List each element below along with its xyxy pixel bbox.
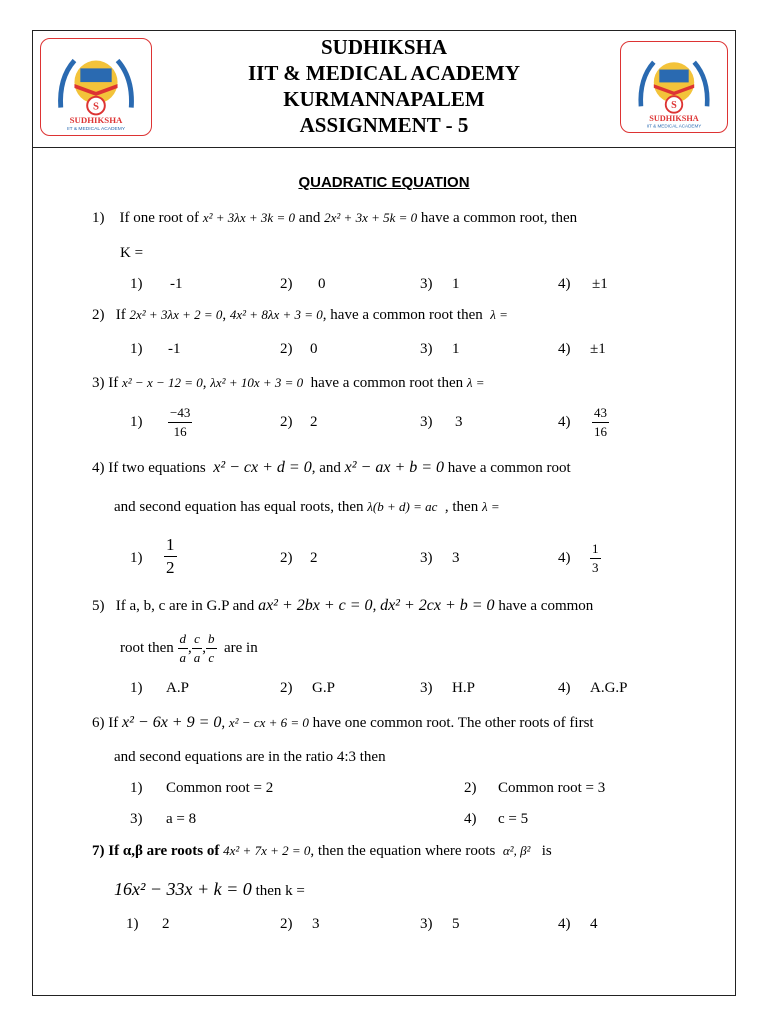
option-text: 1) [130, 414, 143, 430]
option-text [590, 540, 601, 577]
question-text: , then the equation where roots [310, 843, 496, 859]
question-text: is [541, 843, 552, 859]
fraction-d-a [178, 630, 189, 667]
option-text: 4) [558, 276, 571, 292]
question-text: have a common root [447, 460, 571, 476]
question-text: If α,β are roots of [108, 843, 220, 859]
option-text: ±1 [590, 341, 606, 357]
option-text: 4) [558, 550, 571, 566]
question-text: 2x² + 3x + 5k = 0 [324, 210, 418, 225]
question-text: a [193, 650, 201, 665]
question-text: , [372, 598, 377, 614]
question-text: have a common root, then [420, 210, 578, 226]
option-text: 3) [420, 550, 433, 566]
question-text: have a common [498, 598, 594, 614]
option-text: 3) [420, 414, 433, 430]
question-text: 1 [164, 534, 177, 557]
question-text: , then [444, 499, 479, 515]
option-text: 4) [558, 341, 571, 357]
question-text: 16 [594, 424, 607, 439]
question-text: x² − ax + b = 0 [344, 459, 445, 476]
question-text: 1 [590, 540, 601, 559]
question-text: then k = [255, 883, 305, 899]
question-text: d [178, 630, 189, 649]
option-text: 2) [280, 550, 293, 566]
option-text: 2 [310, 414, 318, 430]
question-text: have a common root then [310, 375, 464, 391]
option-fraction [590, 540, 601, 577]
question-text: x² − x − 12 = 0 [122, 375, 203, 390]
question-text: c [208, 650, 215, 665]
option-text: 4 [590, 916, 598, 932]
option-text: 3) [420, 916, 433, 932]
question-text: are in [224, 639, 258, 656]
header-line-4: ASSIGNMENT - 5 [299, 113, 469, 137]
option-text: 3) [420, 680, 433, 696]
option-text: 2) [280, 341, 293, 357]
header [32, 30, 736, 148]
question-text: 7) [92, 843, 105, 859]
option-text: 1 [452, 276, 460, 292]
question-text: x² − cx + 6 = 0 [228, 715, 309, 730]
question-text: If [115, 307, 126, 323]
question-text: 2x² + 3λx + 2 = 0 [129, 307, 223, 322]
option-text: -1 [168, 341, 181, 357]
option-text: 3) [130, 811, 143, 827]
question-text: have one common root. The other roots of first [312, 715, 594, 731]
option-text: 2) [280, 414, 293, 430]
option-text: 0 [318, 276, 326, 292]
question-5-line-1 [92, 597, 593, 615]
question-text: −43 [168, 404, 192, 423]
question-text: 3 [592, 560, 599, 575]
option-text: Common root = 2 [166, 780, 274, 796]
option-text: H.P [452, 680, 475, 696]
fraction-c-a [192, 630, 203, 667]
option-text [168, 404, 192, 441]
option-text: a = 8 [166, 811, 197, 827]
question-text: x² − 6x + 9 = 0 [122, 714, 222, 731]
option-text: 5 [452, 916, 460, 932]
section-title [0, 174, 768, 191]
question-text: , [202, 375, 207, 391]
svg-text:IIT & MEDICAL ACADEMY: IIT & MEDICAL ACADEMY [646, 123, 702, 129]
option-text: A.P [166, 680, 189, 696]
question-text: If a, b, c are in G.P and [115, 598, 255, 614]
option-text: 2) [280, 916, 293, 932]
option-text [592, 404, 609, 441]
svg-text:SUDHIKSHA: SUDHIKSHA [69, 115, 123, 126]
question-3-line-1 [92, 375, 485, 392]
question-text: 3) [92, 375, 105, 391]
option-fraction [164, 534, 177, 579]
option-text: 2) [280, 680, 293, 696]
option-text: G.P [312, 680, 335, 696]
question-text: 43 [592, 404, 609, 423]
option-text: -1 [170, 276, 183, 292]
option-text: 4) [558, 414, 571, 430]
option-text: A.G.P [590, 680, 628, 696]
option-text: 3 [312, 916, 320, 932]
question-6-line-1 [92, 714, 594, 732]
question-text: 5) [92, 598, 105, 614]
question-4-line-2 [114, 499, 500, 516]
question-text: 1) [92, 210, 105, 226]
question-text: a [179, 650, 186, 665]
question-text: 2) [92, 307, 105, 323]
question-text: 4x² + 7x + 2 = 0 [223, 843, 311, 858]
question-text: λ(b + d) = ac [367, 499, 438, 514]
option-text: Common root = 3 [498, 780, 606, 796]
question-text: If [108, 375, 119, 391]
svg-text:S: S [93, 100, 99, 113]
question-2-line-1 [92, 307, 508, 324]
question-text: 16 [173, 424, 187, 439]
question-text: x² + 3λx + 3k = 0 [202, 210, 295, 225]
question-text: QUADRATIC EQUATION [298, 174, 470, 191]
option-text: 1) [130, 780, 143, 796]
academy-logo-left [40, 38, 152, 136]
question-text: , have a common root then [322, 307, 483, 323]
option-text: 1 [452, 341, 460, 357]
question-text: c [192, 630, 203, 649]
question-1-line-1 [92, 210, 577, 227]
header-title-block [162, 34, 606, 138]
question-text: If two equations [108, 460, 206, 476]
question-text: , [221, 715, 226, 731]
question-5-line-2: root then $\frac{d}{a}$ , $\frac{c}{a}$ , $\frac{b}{c}$ are in [120, 631, 258, 665]
option-text: 2) [464, 780, 477, 796]
question-text: If one root of [119, 210, 200, 226]
question-text: λ = [481, 499, 500, 514]
option-text: c = 5 [498, 811, 529, 827]
question-text: 6) [92, 715, 105, 731]
question-text: 16x² − 33x + k = 0 [114, 879, 252, 899]
option-text: 1) [130, 276, 143, 292]
option-text: 2 [310, 550, 318, 566]
option-text: 3 [455, 414, 463, 430]
option-text [164, 534, 177, 579]
option-text: 1) [130, 680, 143, 696]
option-text: 4) [464, 811, 477, 827]
header-line-3: KURMANNAPALEM [283, 87, 485, 111]
question-text: λ = [490, 307, 508, 322]
question-text: α², β² [502, 843, 531, 858]
question-text: , [222, 307, 227, 323]
option-text: 4) [558, 680, 571, 696]
question-text: and second equation has equal roots, then [114, 499, 364, 515]
question-1-line-2: K = [120, 245, 144, 261]
question-text: If [108, 715, 119, 731]
question-text: x² − cx + d = 0 [213, 459, 312, 476]
academy-logo-right [620, 41, 728, 133]
question-text: λx² + 10x + 3 = 0 [210, 375, 304, 390]
option-text: 2 [162, 916, 170, 932]
option-text: 1) [126, 916, 139, 932]
question-7-line-1 [92, 843, 552, 860]
svg-text:SUDHIKSHA: SUDHIKSHA [649, 113, 699, 123]
question-text: 2 [166, 558, 175, 577]
option-fraction [592, 404, 609, 441]
option-fraction [168, 404, 192, 441]
option-text: ±1 [592, 276, 608, 292]
question-7-line-2 [114, 879, 305, 900]
option-text: 2) [280, 276, 293, 292]
header-line-2: IIT & MEDICAL ACADEMY [247, 61, 521, 85]
option-text: 0 [310, 341, 318, 357]
svg-text:IIT & MEDICAL ACADEMY: IIT & MEDICAL ACADEMY [66, 127, 126, 133]
fraction-b-c [206, 630, 217, 667]
option-text: 1) [130, 550, 143, 566]
question-4-line-1 [92, 459, 571, 477]
option-text: 1) [130, 341, 143, 357]
svg-text:S: S [671, 100, 677, 112]
question-text: ax² + 2bx + c = 0 [258, 597, 373, 614]
option-text: 3) [420, 341, 433, 357]
question-text: 4) [92, 460, 105, 476]
question-text: root then [120, 639, 174, 656]
question-text: and [298, 210, 321, 226]
header-line-1: SUDHIKSHA [320, 35, 448, 59]
option-text: 3) [420, 276, 433, 292]
question-text: b [206, 630, 217, 649]
question-text: , and [311, 460, 341, 476]
question-text: 4x² + 8λx + 3 = 0 [229, 307, 323, 322]
question-6-line-2: and second equations are in the ratio 4:3 then [114, 749, 386, 765]
option-text: 3 [452, 550, 460, 566]
question-text: dx² + 2cx + b = 0 [380, 597, 495, 614]
question-text: λ = [466, 375, 485, 390]
option-text: 4) [558, 916, 571, 932]
